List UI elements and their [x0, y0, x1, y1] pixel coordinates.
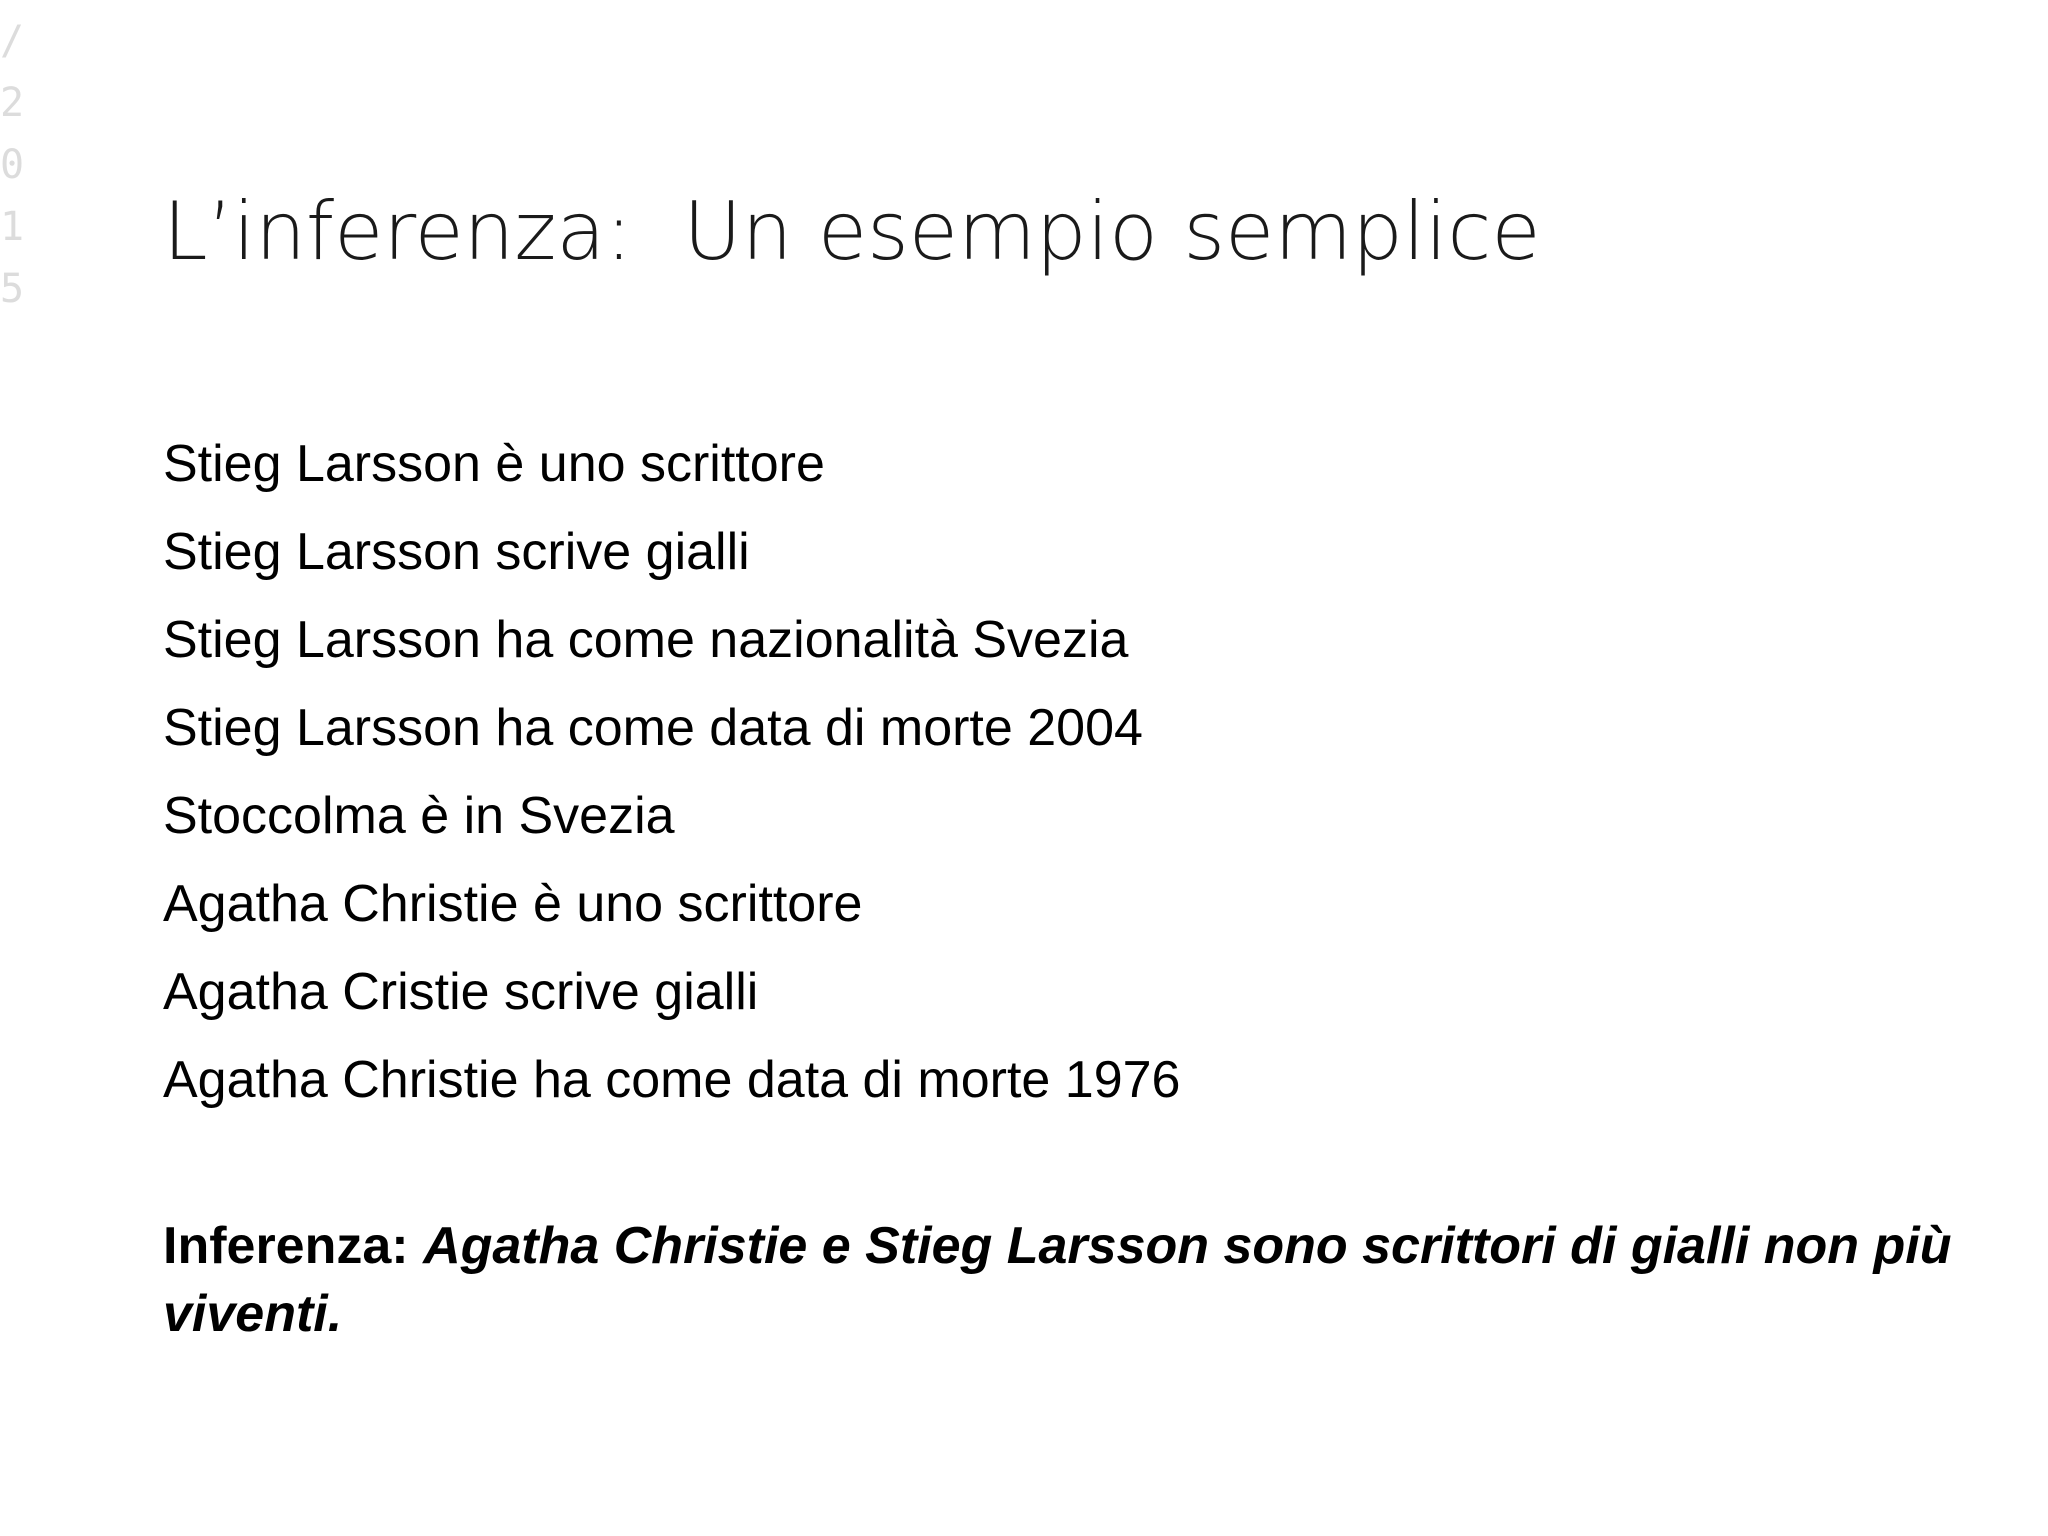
side-date-char: 1	[0, 204, 25, 250]
fact-item: Agatha Christie è uno scrittore	[163, 875, 863, 933]
side-date-char: 0	[0, 142, 25, 188]
side-date-char: 2	[0, 80, 25, 126]
inference-statement	[163, 1212, 1963, 1348]
fact-list	[163, 420, 1180, 1124]
side-date-char: 5	[0, 266, 25, 312]
inference-label: Inferenza:	[163, 1217, 409, 1275]
fact-item: Stieg Larsson scrive gialli	[163, 523, 750, 581]
side-date	[0, 10, 24, 320]
fact-item: Stieg Larsson è uno scrittore	[163, 435, 825, 493]
inference-text: Agatha Christie e Stieg Larsson sono scrittori di gialli non più viventi.	[163, 1217, 1952, 1343]
fact-item: Stoccolma è in Svezia	[163, 787, 675, 845]
slide-title: L’inferenza: Un esempio semplice	[163, 185, 1541, 278]
fact-item: Stieg Larsson ha come nazionalità Svezia	[163, 611, 1129, 669]
side-date-char: /	[0, 18, 25, 64]
fact-item: Stieg Larsson ha come data di morte 2004	[163, 699, 1143, 757]
fact-item: Agatha Cristie scrive gialli	[163, 963, 759, 1021]
fact-item: Agatha Christie ha come data di morte 1976	[163, 1051, 1181, 1109]
